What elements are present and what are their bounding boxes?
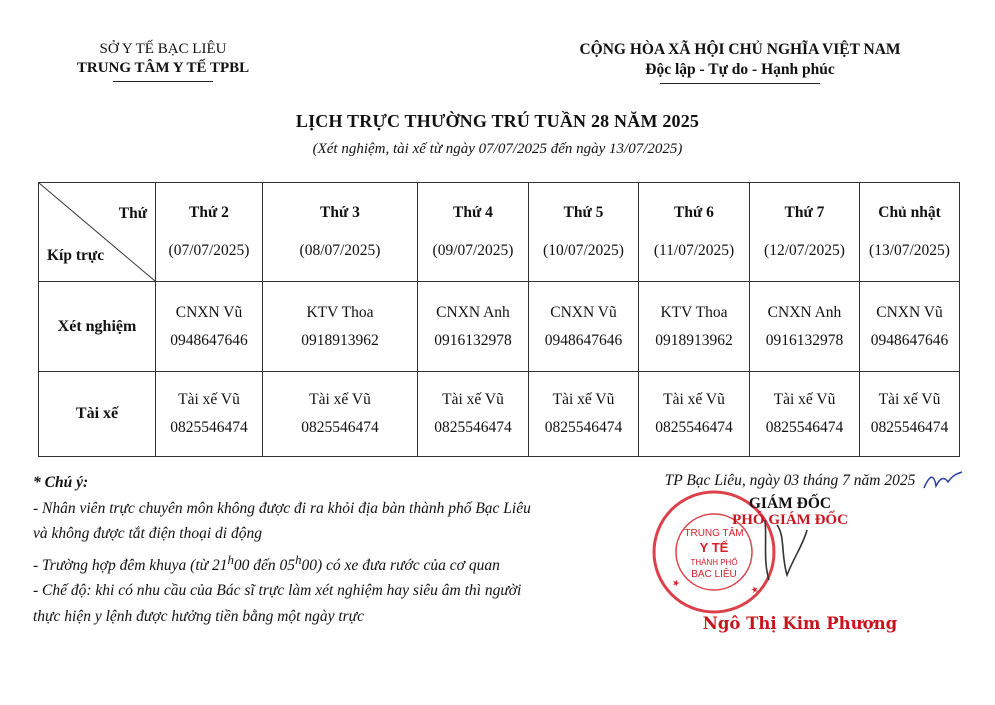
stamp-text: Y TẾ	[699, 540, 729, 555]
signing-date: TP Bạc Liêu, ngày 03 tháng 7 năm 2025	[664, 472, 916, 489]
staff-name: Tài xế Vũ	[663, 391, 725, 408]
note-line: thực hiện y lệnh được hưởng tiền bằng một ngày trực	[33, 607, 365, 625]
document-subtitle: (Xét nghiệm, tài xế từ ngày 07/07/2025 đến ngày 13/07/2025)	[312, 141, 683, 157]
staff-name: KTV Thoa	[306, 303, 374, 321]
day-header	[639, 183, 750, 282]
staff-phone: 0825546474	[434, 419, 512, 436]
note-superscript: h	[227, 551, 234, 567]
issuer-block	[18, 40, 308, 82]
day-header	[156, 183, 263, 282]
note-text: - Trường hợp đêm khuya (từ 21	[33, 556, 228, 574]
shift-cell	[639, 372, 750, 457]
staff-phone: 0825546474	[655, 419, 733, 436]
staff-phone: 0948647646	[870, 331, 949, 349]
staff-name: Tài xế Vũ	[178, 391, 240, 408]
issuer-center: TRUNG TÂM Y TẾ TPBL	[76, 60, 250, 76]
svg-text:★: ★	[669, 576, 683, 590]
day-date: (08/07/2025)	[299, 242, 381, 259]
shift-cell	[156, 372, 263, 457]
diagonal-divider	[39, 183, 155, 281]
day-header	[263, 183, 418, 282]
staff-phone: 0948647646	[170, 331, 248, 349]
motto-underline	[660, 83, 820, 84]
staff-phone: 0825546474	[870, 419, 949, 436]
note-text: 00 đến 05	[233, 556, 296, 574]
day-name: Thứ 7	[784, 204, 825, 221]
note-line: và không được tắt điện thoại di động	[33, 525, 262, 542]
day-name: Thứ 3	[320, 204, 360, 221]
staff-phone: 0825546474	[765, 419, 844, 436]
day-date: (12/07/2025)	[764, 242, 845, 259]
issuer-underline	[113, 81, 213, 82]
staff-name: CNXN Vũ	[876, 303, 943, 321]
day-name: Chủ nhật	[878, 204, 941, 221]
day-date: (10/07/2025)	[543, 242, 624, 259]
note-text: 00) có xe đưa rước của cơ quan	[301, 556, 500, 574]
staff-name: Tài xế Vũ	[442, 391, 504, 408]
staff-name: Tài xế Vũ	[552, 391, 615, 408]
day-header	[418, 183, 529, 282]
staff-name: CNXN Anh	[767, 303, 842, 321]
shift-cell	[750, 372, 860, 457]
shift-cell	[418, 372, 529, 457]
shift-cell	[860, 372, 960, 457]
table-row	[39, 282, 960, 372]
staff-phone: 0918913962	[655, 331, 733, 349]
staff-phone: 0916132978	[765, 331, 844, 349]
day-header	[750, 183, 860, 282]
staff-phone: 0825546474	[170, 419, 248, 436]
note-line: - Nhân viên trực chuyên môn không được đi ra khỏi địa bàn thành phố Bạc Liêu	[33, 499, 531, 517]
country-name: CỘNG HÒA XÃ HỘI CHỦ NGHĨA VIỆT NAM	[579, 41, 901, 58]
note-line: - Chế độ: khi có nhu cầu của Bác sĩ trực làm xét nghiệm hay siêu âm thì người	[33, 582, 522, 600]
table-header-row	[39, 183, 960, 282]
shift-cell	[418, 282, 529, 372]
staff-name: Tài xế Vũ	[773, 391, 836, 408]
row-label: Tài xế	[39, 372, 156, 457]
handwritten-signature	[755, 515, 815, 585]
stamp-text: TRUNG TÂM	[684, 528, 744, 539]
day-name: Thứ 2	[189, 204, 229, 221]
shift-cell	[263, 282, 418, 372]
day-header	[860, 183, 960, 282]
day-header	[529, 183, 639, 282]
signer-title: GIÁM ĐỐC	[748, 495, 832, 512]
shift-cell	[529, 282, 639, 372]
staff-phone: 0825546474	[544, 419, 623, 436]
svg-text:★: ★	[748, 583, 762, 596]
day-date: (13/07/2025)	[869, 242, 950, 259]
day-date: (11/07/2025)	[653, 242, 735, 259]
staff-name: KTV Thoa	[660, 303, 728, 321]
table-row	[39, 372, 960, 457]
motto: Độc lập - Tự do - Hạnh phúc	[645, 61, 835, 78]
stamp-text: THÀNH PHỐ	[690, 558, 738, 567]
staff-phone: 0916132978	[434, 331, 512, 349]
document-title: LỊCH TRỰC THƯỜNG TRÚ TUẦN 28 NĂM 2025	[295, 111, 700, 131]
staff-phone: 0825546474	[301, 419, 379, 436]
shift-cell	[529, 372, 639, 457]
corner-top-label: Thứ	[118, 205, 147, 222]
staff-name: Tài xế Vũ	[309, 391, 371, 408]
note-line	[33, 547, 633, 579]
corner-cell	[39, 183, 156, 282]
staff-name: CNXN Vũ	[550, 303, 617, 321]
day-date: (09/07/2025)	[432, 242, 514, 259]
notes-title: * Chú ý:	[33, 474, 89, 491]
day-date: (07/07/2025)	[168, 242, 250, 259]
shift-cell	[639, 282, 750, 372]
row-label: Xét nghiệm	[39, 282, 156, 372]
staff-name: CNXN Vũ	[175, 303, 243, 321]
corner-bottom-label: Kíp trực	[47, 247, 105, 264]
shift-cell	[156, 282, 263, 372]
staff-phone: 0948647646	[544, 331, 623, 349]
national-motto-block	[545, 40, 935, 84]
shift-cell	[860, 282, 960, 372]
notes-block	[33, 470, 633, 629]
staff-phone: 0918913962	[301, 331, 379, 349]
stamp-text: BẠC LIÊU	[691, 569, 737, 580]
signer-subtitle: PHÓ GIÁM ĐỐC	[732, 512, 848, 528]
day-name: Thứ 5	[563, 204, 604, 221]
initial-mark	[920, 466, 965, 496]
day-name: Thứ 4	[453, 204, 493, 221]
note-superscript: h	[295, 551, 302, 567]
staff-name: CNXN Anh	[436, 303, 510, 321]
day-name: Thứ 6	[674, 204, 714, 221]
staff-name: Tài xế Vũ	[878, 391, 941, 408]
shift-cell	[750, 282, 860, 372]
schedule-table	[38, 182, 960, 457]
issuer-department: SỞ Y TẾ BẠC LIÊU	[99, 41, 227, 57]
shift-cell	[263, 372, 418, 457]
signer-name: Ngô Thị Kim Phượng	[702, 614, 898, 633]
